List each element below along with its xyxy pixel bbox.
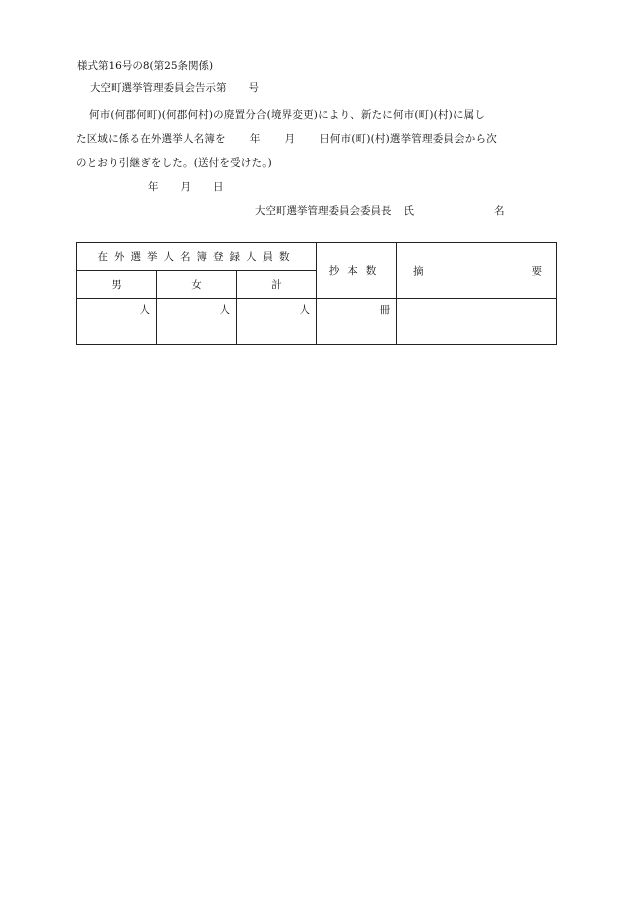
date-year: 年 — [148, 181, 159, 193]
notice-line — [90, 81, 259, 95]
body-line-1: 何市(何郡何町)(何郡何村)の廃置分合(境界変更)により、新たに何市(町)(村)に属し — [89, 109, 486, 121]
signature-shi: 氏 — [403, 205, 414, 217]
copies-header: 抄本数 — [317, 243, 397, 299]
total-header: 計 — [237, 271, 317, 299]
signature-mei: 名 — [494, 205, 505, 217]
notice-prefix: 大空町選挙管理委員会告示第 — [90, 82, 227, 94]
body-line-2-b: 日何市(町)(村)選挙管理委員会から次 — [319, 133, 497, 145]
date-day: 日 — [213, 181, 224, 193]
copies-cell[interactable] — [317, 299, 397, 345]
date-line — [148, 180, 224, 194]
total-unit: 人 — [299, 304, 311, 316]
signature-line — [255, 204, 505, 218]
remarks-header — [397, 243, 557, 299]
male-cell[interactable] — [77, 299, 157, 345]
registered-count-header: 在外選挙人名簿登録人員数 — [77, 243, 317, 271]
remarks-char-2: 要 — [531, 265, 543, 277]
female-cell[interactable] — [157, 299, 237, 345]
male-header: 男 — [77, 271, 157, 299]
body-line-2 — [76, 132, 497, 146]
date-month: 月 — [180, 181, 191, 193]
body-line-3: のとおり引継ぎをした。(送付を受けた。) — [76, 157, 272, 169]
total-cell[interactable] — [237, 299, 317, 345]
body-year: 年 — [249, 133, 261, 145]
copies-unit: 冊 — [379, 304, 391, 316]
remarks-char-1: 摘 — [413, 265, 424, 277]
body-line-2-a: た区域に係る在外選挙人名簿を — [76, 133, 226, 145]
female-header: 女 — [157, 271, 237, 299]
male-unit: 人 — [139, 304, 150, 316]
remarks-cell[interactable] — [397, 299, 557, 345]
body-month: 月 — [284, 133, 296, 145]
female-unit: 人 — [219, 304, 230, 316]
form-number: 様式第16号の8(第25条関係) — [77, 60, 214, 72]
notice-suffix: 号 — [248, 82, 259, 94]
signature-title: 大空町選挙管理委員会委員長 — [255, 205, 392, 217]
transfer-table — [76, 242, 557, 345]
